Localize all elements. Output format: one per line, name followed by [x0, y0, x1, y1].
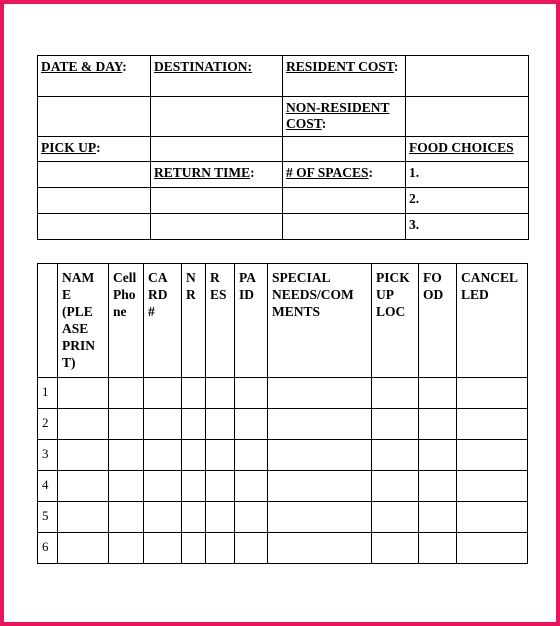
roster-cell-pick-up-loc[interactable]	[372, 409, 419, 440]
blank-cell[interactable]	[283, 214, 406, 240]
blank-cell[interactable]	[151, 97, 283, 137]
spaces-label: # OF SPACES	[286, 165, 369, 180]
roster-cell-card[interactable]	[144, 440, 182, 471]
roster-cell-special-needs[interactable]	[268, 378, 372, 409]
roster-cell-res[interactable]	[206, 533, 235, 564]
blank-cell[interactable]	[38, 162, 151, 188]
date-day-suffix: :	[122, 59, 127, 74]
roster-cell-nr[interactable]	[182, 471, 206, 502]
roster-cell-paid[interactable]	[235, 502, 268, 533]
roster-cell-cancelled[interactable]	[457, 378, 528, 409]
roster-cell-paid[interactable]	[235, 409, 268, 440]
blank-cell[interactable]	[283, 137, 406, 162]
roster-cell-cancelled[interactable]	[457, 409, 528, 440]
trip-info-row	[38, 162, 529, 188]
roster-cell-cell-phone[interactable]	[109, 409, 144, 440]
table-row	[38, 502, 528, 533]
table-row	[38, 378, 528, 409]
blank-cell[interactable]	[38, 188, 151, 214]
food-choices-label: FOOD CHOICES	[409, 140, 514, 155]
roster-cell-pick-up-loc[interactable]	[372, 533, 419, 564]
food-choice-1-number: 1.	[409, 165, 420, 180]
roster-cell-special-needs[interactable]	[268, 471, 372, 502]
roster-cell-name[interactable]	[58, 440, 109, 471]
food-choice-1-cell[interactable]	[406, 162, 529, 188]
roster-cell-cell-phone[interactable]	[109, 440, 144, 471]
food-choice-3-number: 3.	[409, 217, 420, 232]
row-number: 4	[38, 471, 58, 502]
resident-cost-cell[interactable]	[283, 56, 406, 97]
return-time-label: RETURN TIME	[154, 165, 251, 180]
roster-cell-special-needs[interactable]	[268, 533, 372, 564]
roster-cell-name[interactable]	[58, 378, 109, 409]
roster-cell-food[interactable]	[419, 409, 457, 440]
blank-cell[interactable]	[151, 214, 283, 240]
roster-cell-food[interactable]	[419, 502, 457, 533]
roster-header-paid: PA ID	[235, 264, 268, 378]
non-resident-cost-value-cell[interactable]	[406, 97, 529, 137]
food-choice-2-cell[interactable]	[406, 188, 529, 214]
roster-cell-paid[interactable]	[235, 471, 268, 502]
roster-cell-cell-phone[interactable]	[109, 471, 144, 502]
trip-info-table	[37, 55, 529, 240]
roster-cell-nr[interactable]	[182, 502, 206, 533]
resident-cost-value-cell[interactable]	[406, 56, 529, 97]
spaces-suffix: :	[368, 165, 374, 180]
roster-header-number	[38, 264, 58, 378]
roster-cell-cell-phone[interactable]	[109, 378, 144, 409]
roster-cell-food[interactable]	[419, 533, 457, 564]
blank-cell[interactable]	[151, 137, 283, 162]
roster-cell-res[interactable]	[206, 409, 235, 440]
roster-cell-nr[interactable]	[182, 533, 206, 564]
roster-header-row	[38, 264, 528, 378]
roster-cell-name[interactable]	[58, 533, 109, 564]
table-row	[38, 533, 528, 564]
date-day-label: DATE & DAY	[41, 59, 123, 74]
row-number: 5	[38, 502, 58, 533]
roster-header-special-needs: SPECIAL NEEDS/COM MENTS	[268, 264, 372, 378]
roster-cell-pick-up-loc[interactable]	[372, 378, 419, 409]
roster-header-cell-phone: Cell Pho ne	[109, 264, 144, 378]
roster-cell-name[interactable]	[58, 471, 109, 502]
roster-cell-name[interactable]	[58, 409, 109, 440]
destination-label: DESTINATION:	[154, 59, 253, 74]
pick-up-cell[interactable]	[38, 137, 151, 162]
roster-cell-cell-phone[interactable]	[109, 533, 144, 564]
roster-cell-special-needs[interactable]	[268, 502, 372, 533]
roster-cell-res[interactable]	[206, 378, 235, 409]
roster-cell-card[interactable]	[144, 409, 182, 440]
roster-cell-card[interactable]	[144, 471, 182, 502]
roster-cell-food[interactable]	[419, 471, 457, 502]
date-day-cell[interactable]	[38, 56, 151, 97]
non-resident-cost-suffix: :	[321, 116, 327, 131]
trip-info-row	[38, 137, 529, 162]
row-number: 1	[38, 378, 58, 409]
roster-table	[37, 263, 528, 564]
roster-cell-paid[interactable]	[235, 533, 268, 564]
row-number: 2	[38, 409, 58, 440]
non-resident-cost-cell[interactable]	[283, 97, 406, 137]
table-row	[38, 409, 528, 440]
roster-cell-cancelled[interactable]	[457, 533, 528, 564]
row-number: 3	[38, 440, 58, 471]
row-number: 6	[38, 533, 58, 564]
roster-cell-cell-phone[interactable]	[109, 502, 144, 533]
roster-header-card: CA RD #	[144, 264, 182, 378]
roster-cell-pick-up-loc[interactable]	[372, 440, 419, 471]
roster-cell-card[interactable]	[144, 533, 182, 564]
roster-header-name: NAM E (PLE ASE PRIN T)	[58, 264, 109, 378]
blank-cell[interactable]	[151, 188, 283, 214]
spaces-cell[interactable]	[283, 162, 406, 188]
roster-header-food: FO OD	[419, 264, 457, 378]
roster-cell-paid[interactable]	[235, 378, 268, 409]
blank-cell[interactable]	[38, 97, 151, 137]
return-time-cell[interactable]	[151, 162, 283, 188]
roster-cell-res[interactable]	[206, 440, 235, 471]
trip-info-row	[38, 97, 529, 137]
roster-cell-nr[interactable]	[182, 409, 206, 440]
roster-cell-nr[interactable]	[182, 378, 206, 409]
roster-header-pick-up-loc: PICK UP LOC	[372, 264, 419, 378]
blank-cell[interactable]	[38, 214, 151, 240]
table-row	[38, 440, 528, 471]
roster-header-cancelled: CANCEL LED	[457, 264, 528, 378]
blank-cell[interactable]	[283, 188, 406, 214]
non-resident-cost-label: NON-RESIDENT COST	[286, 100, 390, 131]
destination-cell[interactable]	[151, 56, 283, 97]
roster-cell-pick-up-loc[interactable]	[372, 502, 419, 533]
roster-cell-food[interactable]	[419, 440, 457, 471]
roster-cell-card[interactable]	[144, 378, 182, 409]
resident-cost-label: RESIDENT COST	[286, 59, 394, 74]
roster-cell-pick-up-loc[interactable]	[372, 471, 419, 502]
roster-cell-res[interactable]	[206, 471, 235, 502]
roster-cell-card[interactable]	[144, 502, 182, 533]
food-choice-3-cell[interactable]	[406, 214, 529, 240]
table-row	[38, 471, 528, 502]
trip-info-row	[38, 56, 529, 97]
roster-cell-name[interactable]	[58, 502, 109, 533]
food-choice-2-number: 2.	[409, 191, 420, 206]
roster-cell-special-needs[interactable]	[268, 440, 372, 471]
roster-cell-cancelled[interactable]	[457, 502, 528, 533]
roster-cell-paid[interactable]	[235, 440, 268, 471]
roster-cell-cancelled[interactable]	[457, 440, 528, 471]
trip-info-row	[38, 214, 529, 240]
food-choices-cell	[406, 137, 529, 162]
roster-cell-nr[interactable]	[182, 440, 206, 471]
pick-up-suffix: :	[96, 140, 101, 155]
trip-info-row	[38, 188, 529, 214]
pick-up-label: PICK UP	[41, 140, 97, 155]
roster-cell-cancelled[interactable]	[457, 471, 528, 502]
resident-cost-suffix: :	[393, 59, 399, 74]
roster-header-nr: N R	[182, 264, 206, 378]
roster-cell-res[interactable]	[206, 502, 235, 533]
roster-cell-food[interactable]	[419, 378, 457, 409]
roster-header-res: R ES	[206, 264, 235, 378]
return-time-suffix: :	[250, 165, 255, 180]
roster-cell-special-needs[interactable]	[268, 409, 372, 440]
